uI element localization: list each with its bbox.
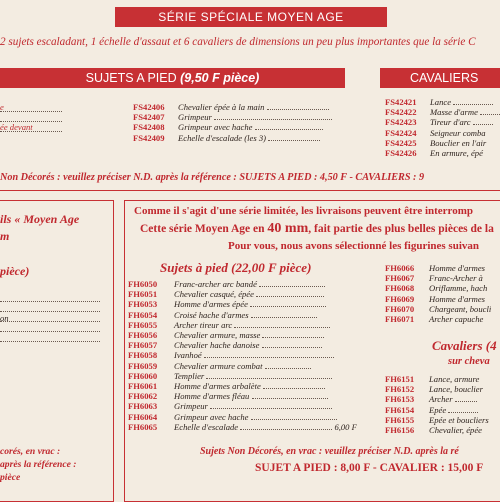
list-item: FH6066 Homme d'armes	[385, 263, 486, 273]
list-item: FH6051 Chevalier casqué, épée	[128, 289, 357, 299]
cavaliers-subtitle: sur cheva	[448, 356, 490, 367]
list-item: FS42406 Chevalier épée à la main	[133, 102, 332, 112]
partial-line: e	[0, 102, 4, 112]
sujets-a-pied-header-main: SUJETS A PIED	[85, 71, 177, 85]
list-item: on	[0, 313, 9, 324]
list-item: FS42423 Tireur d'arc	[385, 117, 500, 127]
list-item: FH6055 Archer tireur arc	[128, 320, 357, 330]
left-footer-line: après la référence :	[0, 459, 77, 470]
list-item: FH6156 Chevalier, épée	[385, 425, 482, 436]
list-item: FS42421 Lance	[385, 97, 500, 107]
list-item: FH6064 Grimpeur avec hache	[128, 412, 357, 422]
sujets-a-pied-subheader: Sujets à pied (22,00 F pièce)	[160, 260, 312, 275]
list-item	[0, 344, 100, 354]
right-list-a	[385, 263, 491, 324]
list-item: FS42424 Seigneur comba	[385, 127, 486, 138]
list-item: FH6155 Epée et boucliers	[385, 414, 489, 425]
list-item: FS42408 Grimpeur avec hache	[133, 122, 332, 132]
list-item: FH6152 Lance, bouclier	[385, 384, 483, 395]
right-list-b	[385, 374, 489, 435]
notice-size: 40 mm	[267, 221, 309, 236]
series-banner: SÉRIE SPÉCIALE MOYEN AGE	[115, 7, 387, 27]
sujets-a-pied-header-price: (9,50 F pièce)	[180, 71, 260, 85]
list-item: FH6060 Templier	[128, 371, 357, 381]
list-item: FH6059 Chevalier armure combat	[128, 361, 357, 371]
partial-line	[0, 133, 70, 143]
list-item: FS42425 Bouclier en l'air	[385, 137, 487, 148]
list-item: FH6063 Grimpeur	[128, 401, 357, 411]
divider	[0, 190, 500, 191]
list-item: FH6053 Homme d'armes épée	[128, 299, 357, 309]
list-item: FH6069 Homme d'armes	[385, 293, 486, 304]
list-item: FH6065 Echelle d'escalade 6,00 F	[128, 421, 357, 432]
list-item: FH6071 Archer capuche	[385, 314, 484, 325]
notice-line-1: Comme il s'agit d'une série limitée, les livraisons peuvent être interromp	[134, 205, 474, 217]
partial-line: ée devant	[0, 122, 33, 133]
sujets-a-pied-header	[0, 68, 345, 88]
partial-dots	[0, 111, 70, 132]
list-item: FH6054 Croisé hache d'armes	[128, 310, 357, 320]
list-item: FH6154 Epée	[385, 405, 489, 415]
footer-non-decores: Sujets Non Décorés, en vrac : veuillez préciser N.D. après la ré	[200, 446, 459, 457]
top-right-list	[385, 97, 500, 158]
left-box-footer	[0, 445, 76, 484]
left-footer-line: corés, en vrac :	[0, 446, 61, 457]
left-box-title-1: ils « Moyen Age	[0, 212, 80, 226]
list-item: FH6058 Ivanhoé	[128, 350, 357, 360]
left-footer-line: pièce	[0, 472, 21, 483]
list-item: FS42409 Echelle d'escalade (les 3)	[133, 133, 332, 143]
list-item: FS42407 Grimpeur	[133, 112, 332, 122]
left-box-title-2: m	[0, 229, 10, 243]
list-item: FH6153 Archer	[385, 394, 489, 404]
list-item: FH6050 Franc-archer arc bandé	[128, 279, 357, 289]
list-item: FH6070 Chargeant, boucli	[385, 303, 492, 314]
left-box-price: pièce)	[0, 264, 30, 278]
list-item: FS42422 Masse d'arme	[385, 107, 500, 117]
notice-line-3: Pour vous, nous avons sélectionné les figurines suivan	[228, 240, 480, 252]
cavaliers-subheader: Cavaliers (4	[432, 338, 497, 353]
list-item: FH6061 Homme d'armes arbalète	[128, 381, 357, 391]
notice-line-2-post: , fait partie des plus belles pièces de la	[308, 223, 494, 235]
list-item: FH6067 Franc-Archer à	[385, 273, 483, 284]
list-item: FH6057 Chevalier hache danoise	[128, 340, 357, 350]
intro-text: 2 sujets escaladant, 1 échelle d'assaut et 6 cavaliers de dimensions un peu plus importantes que la série C	[0, 36, 476, 48]
notice-line-2-pre: Cette série Moyen Age en	[140, 223, 265, 235]
list-item: FH6068 Oriflamme, hach	[385, 283, 488, 294]
notice-line-2	[140, 221, 494, 237]
left-box-dots	[0, 301, 100, 342]
list-item: FS42426 En armure, épé	[385, 148, 483, 159]
non-decores-notice: Non Décorés : veuillez préciser N.D. après la référence : SUJETS A PIED : 4,50 F - CAVALIERS : 9	[0, 172, 425, 183]
list-item: FH6062 Homme d'armes fléau	[128, 391, 357, 401]
list-item: FH6056 Chevalier armure, masse	[128, 330, 357, 340]
cavaliers-header: CAVALIERS	[380, 68, 500, 88]
footer-prices: SUJET A PIED : 8,00 F - CAVALIER : 15,00 F	[255, 462, 484, 474]
list-item: FH6151 Lance, armure	[385, 374, 480, 384]
sujets-list	[128, 279, 357, 432]
top-middle-list	[133, 102, 332, 143]
